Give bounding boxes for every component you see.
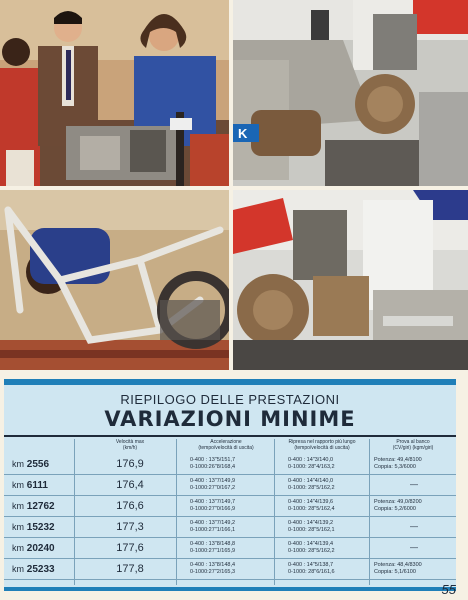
vmax-cell: 177,3 bbox=[116, 521, 144, 533]
photo-motorcycle-side bbox=[233, 190, 468, 370]
km-cell: km 25233 bbox=[12, 564, 55, 575]
table-row bbox=[4, 496, 456, 517]
column-header-vmax: Velocità max (km/h) bbox=[115, 439, 145, 451]
table-row bbox=[4, 454, 456, 475]
ripresa-cell: 0-400 : 14"4/139,4 0-1000: 28"5/162,2 bbox=[288, 541, 335, 554]
vmax-cell: 176,9 bbox=[116, 458, 144, 470]
table-row bbox=[4, 475, 456, 496]
vmax-cell: 176,6 bbox=[116, 500, 144, 512]
ripresa-cell: 0-400 : 14"5/138,7 0-1000: 28"6/161,6 bbox=[288, 562, 335, 575]
table-row bbox=[4, 559, 456, 580]
km-cell: km 12762 bbox=[12, 501, 55, 512]
km-cell: km 6111 bbox=[12, 480, 48, 491]
table-title: VARIAZIONI MINIME bbox=[104, 407, 356, 431]
table-row bbox=[4, 517, 456, 538]
table-subtitle: RIEPILOGO DELLE PRESTAZIONI bbox=[120, 392, 340, 407]
ripresa-cell: 0-400 : 14"4/139,2 0-1000: 28"5/162,1 bbox=[288, 520, 335, 533]
table-row bbox=[4, 538, 456, 559]
page-number: 55 bbox=[441, 582, 456, 597]
km-cell: km 20240 bbox=[12, 543, 55, 554]
performance-summary-table bbox=[4, 379, 456, 591]
ripresa-cell: 0-400 : 14"3/140,0 0-1000: 28"4/163,2 bbox=[288, 457, 335, 470]
prova-cell: — bbox=[410, 522, 418, 531]
vmax-cell: 177,8 bbox=[116, 563, 144, 575]
photo-workshop-engine bbox=[0, 0, 229, 186]
vmax-cell: 177,6 bbox=[116, 542, 144, 554]
prova-cell: Potenza: 49,0/8200 Coppia: 5,2/6000 bbox=[374, 499, 422, 512]
photo-badge-letter: K bbox=[238, 126, 248, 141]
photo-motorcycle-engine-detail bbox=[233, 0, 468, 186]
column-header-ripresa: Ripresa nel rapporto più lungo (tempo/velocità di uscita) bbox=[288, 439, 356, 451]
prova-cell: Potenza: 49,4/8100 Coppia: 5,3/6000 bbox=[374, 457, 422, 470]
row-rule bbox=[4, 579, 456, 580]
accel-cell: 0-400 : 13"7/149,2 0-1000:27"1/166,1 bbox=[190, 520, 236, 533]
column-header-accel: Accelerazione (tempo/velocità di uscita) bbox=[198, 439, 254, 451]
accel-cell: 0-400 : 13"7/149,9 0-1000:27"0/167,2 bbox=[190, 478, 236, 491]
ripresa-cell: 0-400 : 14"4/140,0 0-1000: 28"5/162,2 bbox=[288, 478, 335, 491]
column-header-prova: Prova al banco (CV/giri) (kgm/giri) bbox=[392, 439, 434, 451]
photo-frame-mechanic bbox=[0, 190, 229, 370]
accel-cell: 0-400 : 13"8/148,8 0-1000:27"1/165,9 bbox=[190, 541, 236, 554]
accel-cell: 0-400 : 13"5/151,7 0-1000:26"8/168,4 bbox=[190, 457, 236, 470]
accel-cell: 0-400 : 13"7/149,7 0-1000:27"0/166,9 bbox=[190, 499, 236, 512]
ripresa-cell: 0-400 : 14"4/139,6 0-1000: 28"5/162,4 bbox=[288, 499, 335, 512]
prova-cell: — bbox=[410, 480, 418, 489]
vmax-cell: 176,4 bbox=[116, 479, 144, 491]
accel-cell: 0-400 : 13"8/148,4 0-1000:27"2/165,3 bbox=[190, 562, 236, 575]
prova-cell: — bbox=[410, 543, 418, 552]
prova-cell: Potenza: 48,4/8300 Coppia: 5,1/6100 bbox=[374, 562, 422, 575]
km-cell: km 2556 bbox=[12, 459, 50, 470]
km-cell: km 15232 bbox=[12, 522, 55, 533]
header-rule bbox=[4, 435, 456, 437]
